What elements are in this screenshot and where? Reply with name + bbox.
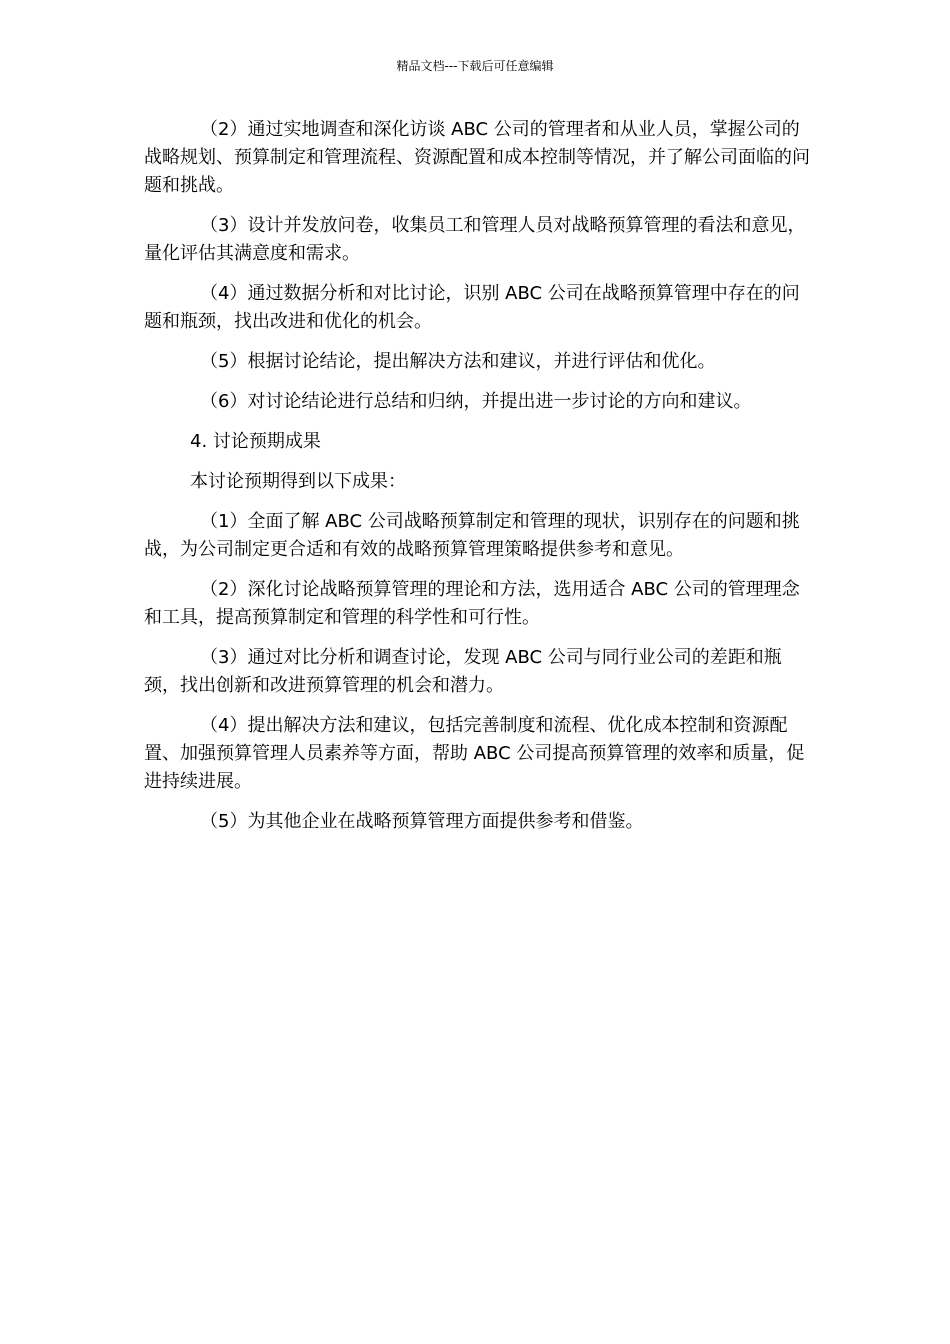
method-step-3: （3）设计并发放问卷，收集员工和管理人员对战略预算管理的看法和意见，量化评估其满意度和需求。 <box>144 215 806 264</box>
method-step-2: （2）通过实地调查和深化访谈 ABC 公司的管理者和从业人员，掌握公司的战略规划、预算制定和管理流程、资源配置和成本控制等情况，并了解公司面临的问题和挑战。 <box>144 119 810 196</box>
section-heading: 4. 讨论预期成果 <box>190 431 321 452</box>
page-header: 精品文档---下载后可任意编辑 <box>396 59 554 73</box>
outcome-3: （3）通过对比分析和调查讨论，发现 ABC 公司与同行业公司的差距和瓶颈，找出创新和改进预算管理的机会和潜力。 <box>144 647 782 696</box>
outcomes-intro: 本讨论预期得到以下成果： <box>190 471 406 492</box>
outcome-2: （2）深化讨论战略预算管理的理论和方法，选用适合 ABC 公司的管理理念和工具，提高预算制定和管理的科学性和可行性。 <box>144 579 800 628</box>
document-body <box>144 116 812 848</box>
outcome-1: （1）全面了解 ABC 公司战略预算制定和管理的现状，识别存在的问题和挑战，为公司制定更合适和有效的战略预算管理策略提供参考和意见。 <box>144 511 800 560</box>
outcome-5: （5）为其他企业在战略预算管理方面提供参考和借鉴。 <box>200 811 644 832</box>
method-step-5: （5）根据讨论结论，提出解决方法和建议，并进行评估和优化。 <box>200 351 716 372</box>
method-step-6: （6）对讨论结论进行总结和归纳，并提出进一步讨论的方向和建议。 <box>200 391 752 412</box>
method-step-4: （4）通过数据分析和对比讨论，识别 ABC 公司在战略预算管理中存在的问题和瓶颈，找出改进和优化的机会。 <box>144 283 800 332</box>
outcome-4: （4）提出解决方法和建议，包括完善制度和流程、优化成本控制和资源配置、加强预算管理人员素养等方面，帮助 ABC 公司提高预算管理的效率和质量，促进持续进展。 <box>144 715 805 792</box>
